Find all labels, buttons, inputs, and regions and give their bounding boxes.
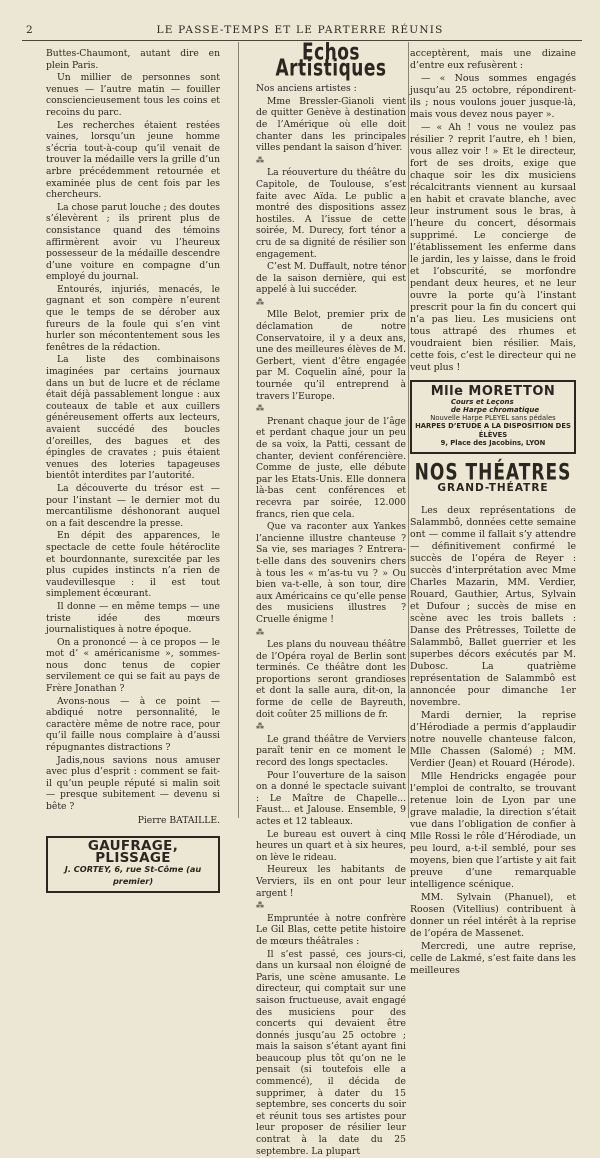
paragraph: La réouverture du théâtre du Capitole, de Toulouse, s’est faite avec Aïda. Le public a montré des dispositions assez hostiles. A l’issue de cette soirée, M. Durecy, fort ténor a cru de sa dignité de résilier son engagement. (256, 167, 406, 260)
paragraph: Le grand théâtre de Verviers paraît tenir en ce moment le record des longs spectacles. (256, 733, 406, 769)
advertisement-gaufrage (46, 836, 220, 892)
column-3 (410, 48, 576, 978)
paragraph: Mlle Belot, premier prix de déclamation de notre Conservatoire, il y a deux ans, une des meilleures élèves de M. Gerbert, vient d’être engagée par M. Coquelin aîné, pour la tournée qu’il entreprend à travers l’Europe. (256, 309, 406, 402)
paragraph: MM. Sylvain (Phanuel), et Roosen (Vitellius) contribuent à donner un réel intérêt à la reprise de l’opéra de Massenet. (410, 892, 576, 940)
section-title-echos: Echos Artistiques (275, 39, 387, 82)
paragraph: Empruntée à notre confrère Le Gil Blas, cette petite histoire de mœurs théâtrales : (256, 912, 406, 947)
paragraph: Il donne — en même temps — une triste idée des mœurs journalistiques à notre époque. (46, 600, 220, 636)
paragraph: Nos anciens artistes : (256, 83, 357, 95)
ad-line-3: 9, Place des Jacobins, LYON (440, 439, 546, 448)
running-header (20, 24, 580, 40)
paragraph: Heureux les habitants de Verviers, ils en ont pour leur argent ! (256, 864, 406, 899)
subsection-title-grand-theatre: GRAND-THÉATRE (437, 482, 549, 495)
paragraph: acceptèrent, mais une dizaine d’entre eux refusèrent : (410, 48, 576, 71)
ad-tagline (451, 398, 539, 414)
separator: ⁂ (256, 297, 264, 307)
paragraph: Que va raconter aux Yankes l’ancienne illustre chanteuse ? Sa vie, ses mariages ? Entrera-t-elle dans des souvenirs chers à tous les « m’as-tu vu ? » Ou bien va-t-elle, à son tour, dire aux Américains ce qu’elle pense des musiciens illustres ? Cruelle énigme ! (256, 521, 407, 625)
paragraph: On a prononcé — à ce propos — le mot d’ « américanisme », sommes-nous donc tenus de copier servilement ce qui se fait au pays de Frère Jonathan ? (46, 636, 220, 695)
running-title: LE PASSE-TEMPS ET LE PARTERRE RÉUNIS (156, 24, 444, 36)
paragraph: La chose parut louche ; des doutes s’élevèrent ; ils prirent plus de consistance quand des témoins affirmèrent avoir vu l’heureux possesseur de la médaille descendre d’une voiture en compagne d’un employé du journal. (46, 201, 220, 283)
paragraph: La découverte du trésor est — pour l’instant — le dernier mot du mercantilisme déshonorant auquel on a fait descendre la presse. (46, 482, 220, 529)
author-signature: Pierre BATAILLE. (137, 814, 220, 826)
advertisement-moretton (410, 380, 576, 454)
ad-title: GAUFRAGE, PLISSAGE (87, 838, 179, 866)
ad-line-1: Nouvelle Harpe PLEYEL sans pédales (430, 413, 556, 422)
paragraph: Avons-nous — à ce point — abdiqué notre personnalité, le caractère même de notre race, pour qu’il faille nous complaire à d’aussi répugnantes distractions ? (46, 695, 220, 754)
ad-line-2: HARPES D’ETUDE A LA DISPOSITION DES ÉLÈVES (415, 422, 571, 439)
page-number: 2 (26, 24, 34, 36)
separator: ⁂ (256, 155, 264, 165)
paragraph: Mercredi, une autre reprise, celle de Lakmé, s’est faite dans les meilleures (410, 941, 576, 977)
paragraph: Le bureau est ouvert à cinq heures un quart et à six heures, on lève le rideau. (256, 828, 406, 863)
paragraph: Les plans du nouveau théâtre de l’Opéra royal de Berlin sont terminés. Ce théâtre dont les proportions seront grandioses et dont la salle aura, dit-on, la forme de celle de Bayreuth, doit coûter 25 millions de fr. (256, 639, 406, 720)
paragraph: Mlle Hendricks engagée pour l’emploi de contralto, se trouvant retenue loin de Lyon par une grave maladie, la direction s’était vue dans l’obligation de confier à Mlle Rossi le rôle d’Hérodiade, un peu lourd, a-t-il semblé, pour ses moyens, bien que l’artiste y ait fait preuve d’une remarquable intelligence scénique. (410, 771, 576, 891)
paragraph: Un millier de personnes sont venues — l’autre matin — fouiller consciencieusement tous les coins et recoins du parc. (46, 72, 220, 118)
paragraph: Les deux représentations de Salammbô, données cette semaine ont — comme il fallait s’y attendre — définitivement confirmé le succès de l’opéra de Reyer : succès d’interprétation avec Mme Charles Mazarin, MM. Verdier, Rouard, Gauthier, Artus, Sylvain et Dufour ; succès de mise en scène avec les trois ballets : Danse des Prêtresses, Toilette de Salammbô, Ballet guerrier et les superbes décors exécutés par M. Dubosc. La quatrième représentation de Salammbô est annoncée pour dimanche 1er novembre. (410, 505, 576, 709)
paragraph: — « Ah ! vous ne voulez pas résilier ? reprit l’autre, eh ! bien, vous allez voir ! » Et le directeur, fort de ses droits, exige que chaque soir les dix musiciens récalcitrants viennent au kursaal en habit et cravate blanche, avec leur instrument sous le bras, à l’heure du concert, désormais supprimé. Le concierge de l’établissement les enferme dans le jardin, les y laisse, dans le froid et l’obscurité, se morfondre pendant deux heures, et ne leur ouvre la porte qu’à l’instant prescrit pour la fin du concert qui n’a pas lieu. Les musiciens ont tous attrapé des rhumes et voudraient bien résilier. Mais, cette fois, c’est le directeur qui ne veut plus ! (410, 122, 576, 373)
paragraph: En dépit des apparences, le spectacle de cette foule hétéroclite et bourdonnante, surexcitée par les plus cupides instincts n’a rien de vaudevillesque : il est tout simplement écœurant. (46, 530, 220, 600)
paragraph: C’est M. Duffault, notre ténor de la saison dernière, qui est appelé à lui succéder. (256, 261, 406, 296)
column-divider-2 (408, 42, 409, 818)
separator: ⁂ (256, 404, 264, 414)
paragraph: Mme Bressler-Gianoli vient de quitter Genève à destination de l’Amérique où elle doit chanter dans les principales villes pendant la saison d’hiver. (256, 95, 406, 154)
column-1 (46, 48, 220, 893)
ad-tagline-1: Cours et Leçons (450, 397, 514, 406)
ad-name: Mlle MORETTON (430, 384, 556, 399)
paragraph: Il s’est passé, ces jours-ci, dans un kursaal non éloigné de Paris, une scène amusante. Le directeur, qui comptait sur une saison fructueuse, avait engagé des musiciens pour des concerts qui devaient être donnés jusqu’au 25 octobre ; mais la saison s’étant ayant fini beaucoup plus tôt qu’on ne le pensait (si toutefois elle a commencé), il décida de supprimer, à dater du 15 septembre, ses concerts du soir et réunit tous ses artistes pour leur proposer de résilier leur contrat à la date du 25 septembre. La plupart (256, 948, 406, 1157)
ad-address: J. CORTEY, 6, rue St-Côme (au premier) (64, 864, 202, 886)
section-title-nos-theatres: NOS THÉATRES (414, 459, 572, 486)
paragraph: Mardi dernier, la reprise d’Hérodiade a permis d’applaudir notre nouvelle chanteuse falcon, Mlle Chassen (Salomé) ; MM. Verdier (Jean) et Rouard (Hérode). (410, 710, 576, 770)
paragraph: Pour l’ouverture de la saison on a donné le spectacle suivant : Le Maître de Chapelle... Faust... et Jalouse. Ensemble, 9 actes et 12 tableaux. (256, 769, 406, 827)
column-2 (256, 39, 407, 1158)
paragraph: Jadis,nous savions nous amuser avec plus d’esprit : comment se fait-il qu’un peuple réputé si malin soit — presque subitement — devenu si bête ? (46, 754, 220, 812)
separator: ⁂ (256, 901, 264, 911)
paragraph: Prenant chaque jour de l’âge et perdant chaque jour un peu de sa voix, la Patti, cessant de chanter, devient conférencière. Comme de juste, elle débute par les Etats-Unis. Elle donnera là-bas cent conférences et recevra par soirée, 12.000 francs, rien que cela. (256, 415, 406, 520)
paragraph: Buttes-Chaumont, autant dire en plein Paris. (46, 48, 220, 71)
paragraph: — « Nous sommes engagés jusqu’au 25 octobre, répondirent-ils ; nous voulons jouer jusque-là, mais vous devez nous payer ». (410, 73, 576, 120)
ad-tagline-2: de Harpe chromatique (450, 405, 540, 414)
separator: ⁂ (256, 627, 264, 637)
separator: ⁂ (256, 722, 264, 732)
paragraph: Les recherches étaient restées vaines, lorsqu’un jeune homme s’écria tout-à-coup qu’il venait de trouver la médaille vers la grille d’un arbre précédemment retournée et examinée plus de cent fois par les chercheurs. (46, 119, 220, 201)
paragraph: La liste des combinaisons imaginées par certains journaux dans un but de lucre et de réclame était déjà passablement longue : aux couteaux de table et aux cuillers généreusement offerts aux lecteurs, avaient succédé des boucles d’oreilles, des bagues et des épingles de cravates ; puis étaient venues des loteries tapageuses bientôt interdites par l’autorité. (46, 354, 220, 482)
column-divider-1 (238, 42, 239, 818)
paragraph: Entourés, injuriés, menacés, le gagnant et son compère n’eurent que le temps de se dérober aux fureurs de la foule qui s’en vint hurler son mécontentement sous les fenêtres de la rédaction. (46, 283, 220, 353)
